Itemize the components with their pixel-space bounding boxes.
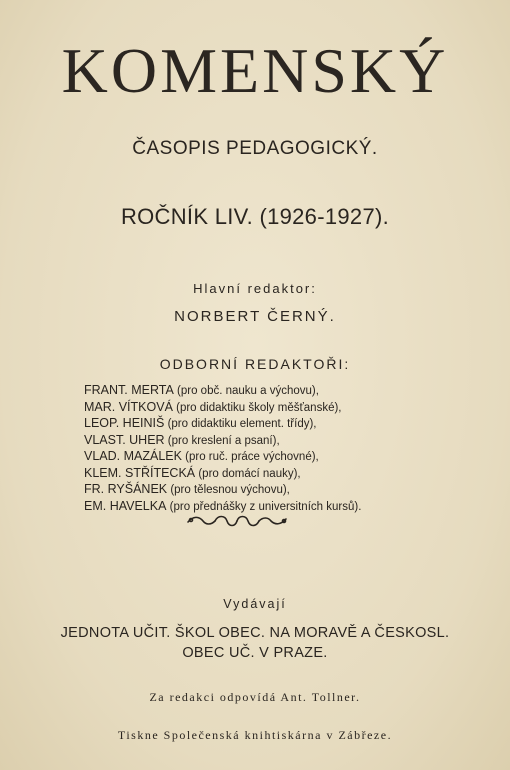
editor-row — [84, 466, 361, 483]
editor-name: VLAST. UHER — [84, 432, 165, 447]
editor-row — [84, 400, 361, 417]
editor-role: (pro kreslení a psaní), — [167, 434, 280, 447]
editor-name: KLEM. STŘÍTECKÁ — [84, 465, 196, 480]
journal-subtitle: ČASOPIS PEDAGOGICKÝ. — [132, 138, 378, 159]
publisher-label: Vydávají — [223, 597, 287, 611]
editor-row — [84, 416, 361, 433]
editor-name: LEOP. HEINIŠ — [84, 416, 165, 430]
editor-name: MAR. VÍTKOVÁ — [84, 399, 173, 414]
editors-label: ODBORNÍ REDAKTOŘI: — [159, 356, 351, 372]
editor-name: EM. HAVELKA — [84, 498, 167, 513]
volume-info: ROČNÍK LIV. (1926-1927). — [120, 204, 390, 229]
responsible-editor: Za redakci odpovídá Ant. Tollner. — [149, 690, 361, 704]
editor-role: (pro didaktiku školy měšťanské), — [176, 401, 342, 414]
editor-role: (pro tělesnou výchovu), — [170, 484, 290, 496]
chief-editor-name: NORBERT ČERNÝ. — [174, 308, 336, 325]
editor-name: FRANT. MERTA — [84, 383, 174, 397]
printer-info: Tiskne Společenská knihtiskárna v Zábřeze. — [117, 728, 393, 742]
publisher — [0, 623, 510, 663]
publisher-line-1: JEDNOTA UČIT. ŠKOL OBEC. NA MORAVĚ A ČESKOSL. — [60, 625, 450, 641]
ornamental-flourish-icon — [185, 511, 290, 531]
editor-role: (pro domácí nauky), — [198, 467, 301, 480]
editor-row — [84, 482, 361, 499]
journal-title: KOMENSKÝ — [61, 35, 449, 106]
publisher-line-2: OBEC UČ. V PRAZE. — [182, 645, 328, 661]
chief-editor-label: Hlavní redaktor: — [193, 281, 317, 296]
editor-role: (pro obč. nauku a výchovu), — [177, 385, 319, 397]
editor-row — [84, 433, 361, 450]
editor-name: FR. RYŠÁNEK — [84, 482, 168, 496]
editors-list — [84, 383, 361, 515]
editor-role: (pro didaktiku element. třídy), — [167, 418, 317, 430]
editor-row — [84, 449, 361, 466]
editor-row — [84, 383, 361, 400]
editor-name: VLAD. MAZÁLEK — [84, 449, 182, 463]
editor-role: (pro ruč. práce výchovné), — [185, 451, 319, 463]
editor-role: (pro přednášky z universitních kursů). — [169, 500, 362, 513]
